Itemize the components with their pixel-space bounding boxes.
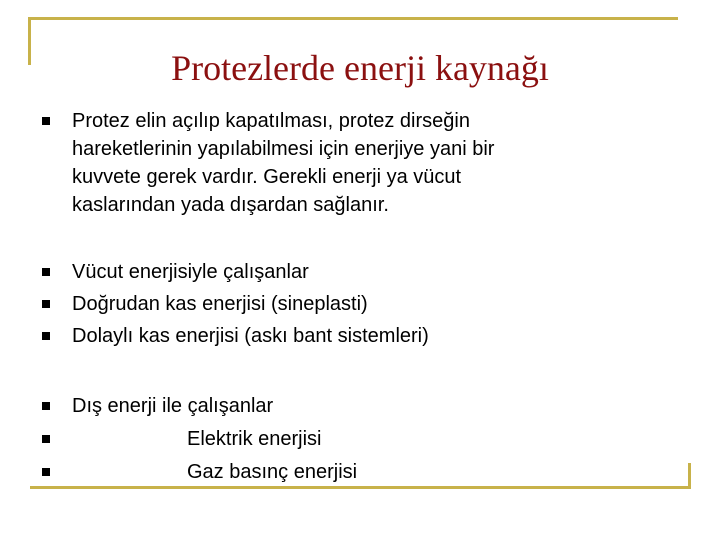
paragraph-line-1: Protez elin açılıp kapatılması, protez dirseğin	[72, 110, 470, 132]
paragraph-line-4: kaslarından yada dışardan sağlanır.	[72, 194, 389, 216]
bullet-text: Gaz basınç enerjisi	[187, 461, 358, 483]
square-bullet-icon	[42, 468, 50, 476]
slide-title: Protezlerde enerji kaynağı	[171, 48, 549, 88]
square-bullet-icon	[42, 435, 50, 443]
frame-bottom-line	[30, 486, 690, 489]
bullet-text: Dış enerji ile çalışanlar	[72, 395, 274, 417]
square-bullet-icon	[42, 117, 50, 125]
square-bullet-icon	[42, 268, 50, 276]
paragraph-line-2: hareketlerinin yapılabilmesi için enerjiye yani bir	[72, 138, 495, 160]
frame-top-line	[28, 17, 678, 20]
bullet-text: Dolaylı kas enerjisi (askı bant sistemleri)	[72, 325, 429, 347]
frame-right-line	[688, 463, 691, 489]
bullet-text: Vücut enerjisiyle çalışanlar	[72, 261, 309, 283]
paragraph-line-3: kuvvete gerek vardır. Gerekli enerji ya vücut	[72, 166, 462, 188]
bullet-text: Elektrik enerjisi	[187, 428, 322, 450]
square-bullet-icon	[42, 402, 50, 410]
square-bullet-icon	[42, 332, 50, 340]
bullet-text: Doğrudan kas enerjisi (sineplasti)	[72, 293, 368, 315]
square-bullet-icon	[42, 300, 50, 308]
